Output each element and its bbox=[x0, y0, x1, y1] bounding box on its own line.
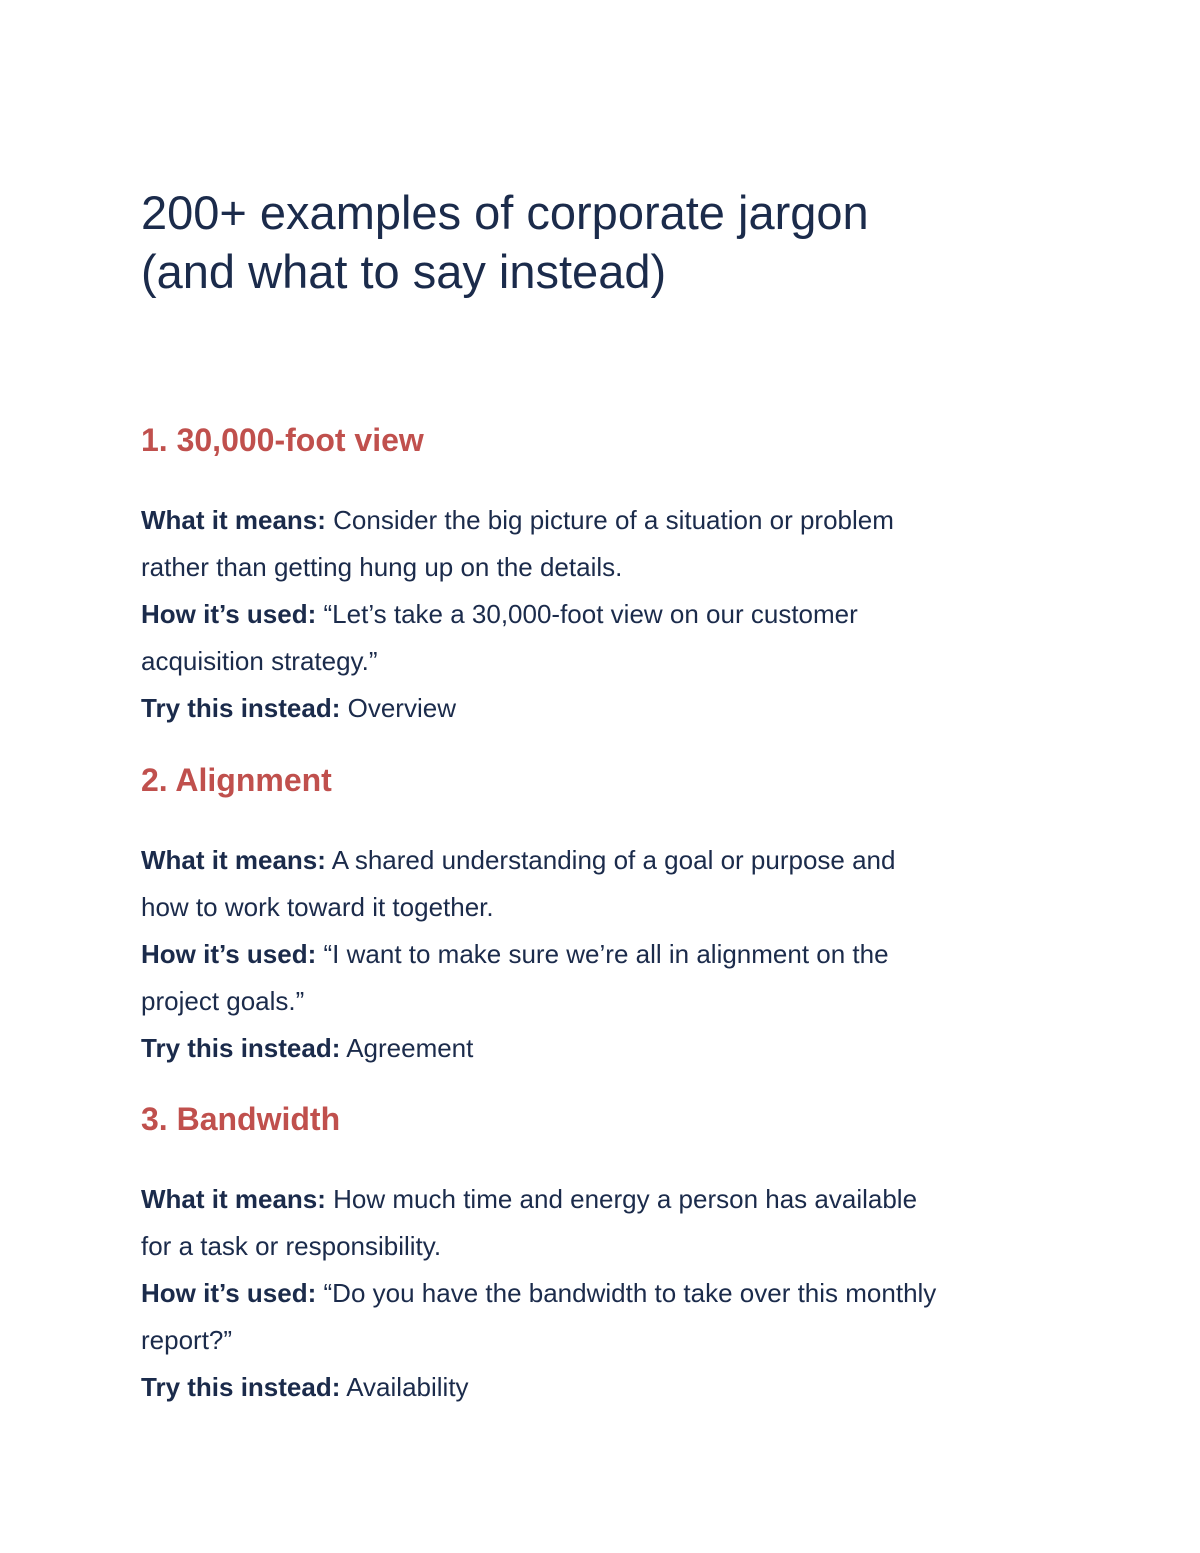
alternative-label: Try this instead: bbox=[141, 1372, 341, 1402]
meaning-label: What it means: bbox=[141, 1184, 326, 1214]
meaning-text-line-2: rather than getting hung up on the details. bbox=[141, 552, 623, 582]
usage-label: How it’s used: bbox=[141, 599, 317, 629]
alternative-text: Availability bbox=[346, 1372, 469, 1402]
jargon-entry-alignment bbox=[141, 760, 1081, 1072]
meaning-text-line-2: for a task or responsibility. bbox=[141, 1231, 442, 1261]
usage-text-line-1: “Let’s take a 30,000-foot view on our customer bbox=[323, 599, 858, 629]
alternative-text: Agreement bbox=[346, 1033, 474, 1063]
document-title-line-2: (and what to say instead) bbox=[141, 245, 667, 298]
usage-label: How it’s used: bbox=[141, 1278, 317, 1308]
entry-usage bbox=[141, 591, 1081, 685]
usage-label: How it’s used: bbox=[141, 939, 317, 969]
usage-text-line-2: report?” bbox=[141, 1325, 233, 1355]
meaning-label: What it means: bbox=[141, 845, 326, 875]
document-title-line-1: 200+ examples of corporate jargon bbox=[141, 186, 869, 239]
usage-text-line-1: “I want to make sure we’re all in alignment on the bbox=[323, 939, 889, 969]
entry-body bbox=[141, 497, 1081, 732]
alternative-label: Try this instead: bbox=[141, 1033, 341, 1063]
meaning-text-line-1: A shared understanding of a goal or purpose and bbox=[331, 845, 896, 875]
entry-meaning bbox=[141, 1176, 1081, 1270]
meaning-label: What it means: bbox=[141, 505, 326, 535]
entry-heading: 2. Alignment bbox=[141, 762, 332, 798]
alternative-text: Overview bbox=[347, 693, 456, 723]
document-title bbox=[141, 183, 869, 301]
usage-text-line-2: acquisition strategy.” bbox=[141, 646, 378, 676]
entry-alternative bbox=[141, 1364, 1081, 1411]
entry-usage bbox=[141, 931, 1081, 1025]
entry-meaning bbox=[141, 837, 1081, 931]
meaning-text-line-2: how to work toward it together. bbox=[141, 892, 494, 922]
entry-heading: 1. 30,000-foot view bbox=[141, 422, 424, 458]
entry-heading: 3. Bandwidth bbox=[141, 1101, 341, 1137]
entry-usage bbox=[141, 1270, 1081, 1364]
meaning-text-line-1: How much time and energy a person has available bbox=[333, 1184, 918, 1214]
meaning-text-line-1: Consider the big picture of a situation or problem bbox=[333, 505, 894, 535]
jargon-entry-30000-foot-view bbox=[141, 420, 1081, 732]
jargon-entry-bandwidth bbox=[141, 1099, 1081, 1411]
entry-alternative bbox=[141, 685, 1081, 732]
entry-meaning bbox=[141, 497, 1081, 591]
usage-text-line-2: project goals.” bbox=[141, 986, 305, 1016]
usage-text-line-1: “Do you have the bandwidth to take over this monthly bbox=[323, 1278, 937, 1308]
alternative-label: Try this instead: bbox=[141, 693, 341, 723]
entry-body bbox=[141, 1176, 1081, 1411]
entry-body bbox=[141, 837, 1081, 1072]
entry-alternative bbox=[141, 1025, 1081, 1072]
